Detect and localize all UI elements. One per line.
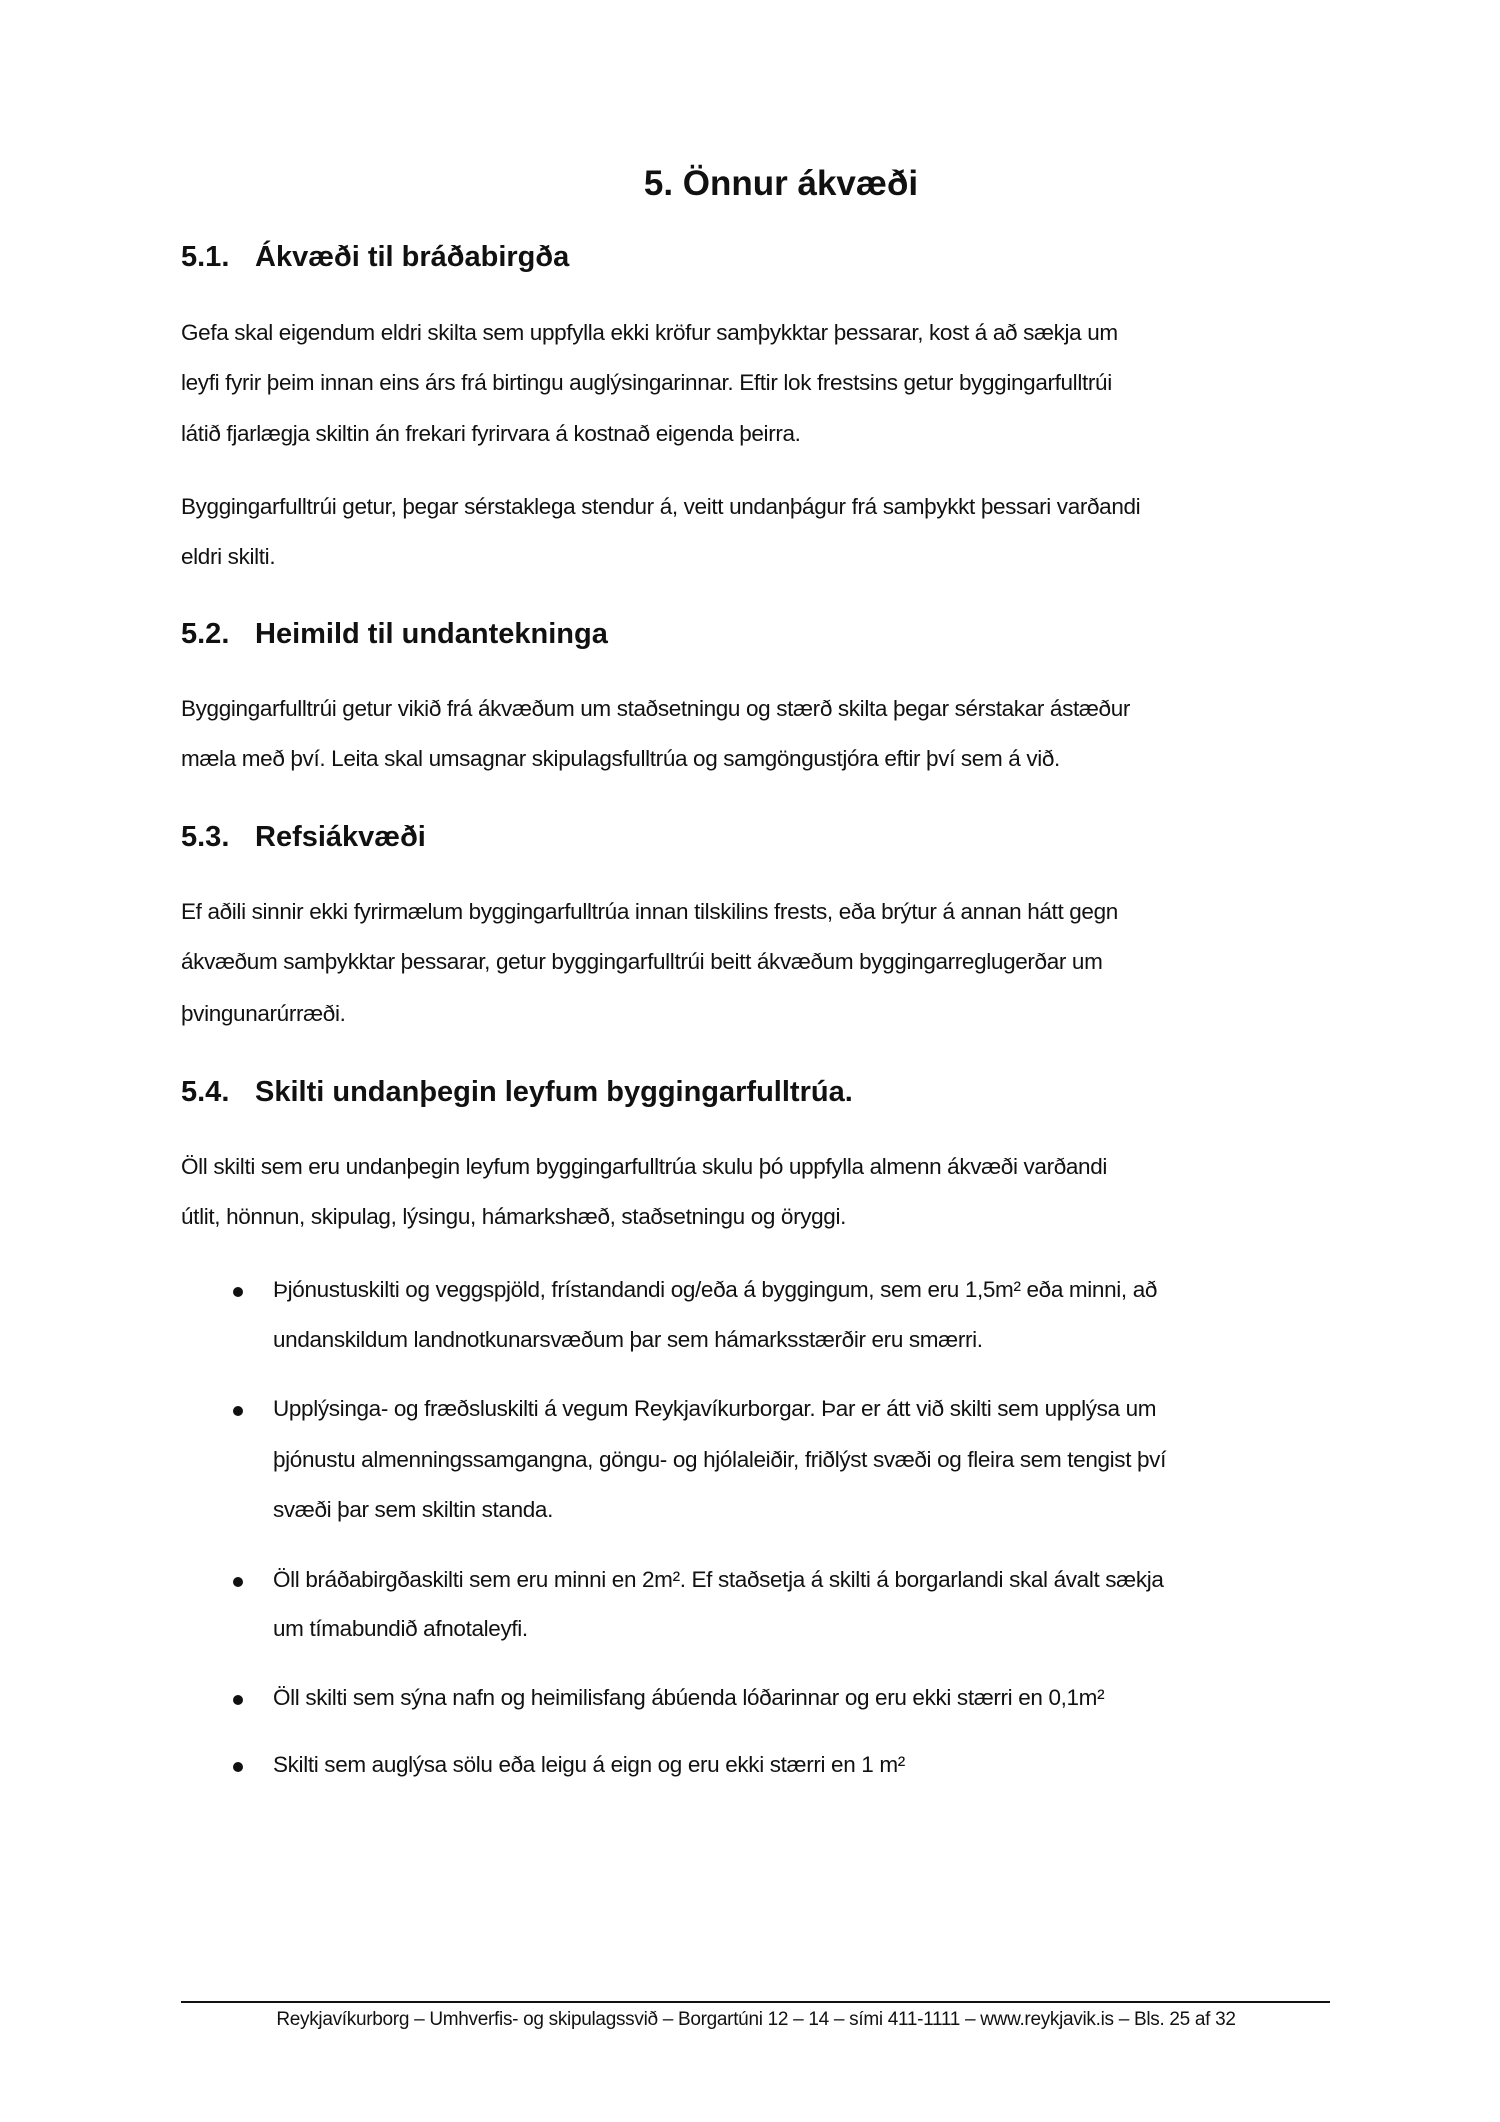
paragraph-line: Ef aðili sinnir ekki fyrirmælum byggingarfulltrúa innan tilskilins frests, eða brýtur á annan hátt gegn xyxy=(181,899,1118,924)
list-item-line: þjónustu almenningssamgangna, göngu- og hjólaleiðir, friðlýst svæði og fleira sem tengist því xyxy=(273,1447,1166,1472)
paragraph-line: Öll skilti sem eru undanþegin leyfum byggingarfulltrúa skulu þó uppfylla almenn ákvæði varðandi xyxy=(181,1154,1108,1179)
section-number: 5.3. xyxy=(181,821,230,853)
section-heading-5-2 xyxy=(181,618,608,651)
list-item-line: Þjónustuskilti og veggspjöld, frístandandi og/eða á byggingum, sem eru 1,5m² eða minni, að xyxy=(273,1277,1158,1302)
list-item-line: undanskildum landnotkunarsvæðum þar sem hámarksstærðir eru smærri. xyxy=(273,1327,983,1352)
paragraph-line: látið fjarlægja skiltin án frekari fyrirvara á kostnað eigenda þeirra. xyxy=(181,421,801,446)
section-heading-5-4 xyxy=(181,1076,853,1109)
list-item-line: um tímabundið afnotaleyfi. xyxy=(273,1616,528,1641)
paragraph-line: leyfi fyrir þeim innan eins árs frá birtingu auglýsingarinnar. Eftir lok frestsins getur byggingarfulltrúi xyxy=(181,370,1112,395)
paragraph-line: Gefa skal eigendum eldri skilta sem uppfylla ekki kröfur samþykktar þessarar, kost á að sækja um xyxy=(181,320,1118,345)
paragraph-line: Byggingarfulltrúi getur vikið frá ákvæðum um staðsetningu og stærð skilta þegar sérstakar ástæður xyxy=(181,696,1131,721)
paragraph-line: útlit, hönnun, skipulag, lýsingu, hámarkshæð, staðsetningu og öryggi. xyxy=(181,1204,847,1229)
section-number: 5.1. xyxy=(181,241,230,273)
list-item-line: svæði þar sem skiltin standa. xyxy=(273,1497,553,1522)
paragraph-line: Byggingarfulltrúi getur, þegar sérstaklega stendur á, veitt undanþágur frá samþykkt þessari varðandi xyxy=(181,494,1141,519)
paragraph-line: ákvæðum samþykktar þessarar, getur byggingarfulltrúi beitt ákvæðum byggingarreglugerðar um xyxy=(181,949,1103,974)
paragraph-line: þvingunarúrræði. xyxy=(181,1001,346,1026)
list-item-line: Skilti sem auglýsa sölu eða leigu á eign og eru ekki stærri en 1 m² xyxy=(273,1752,905,1777)
section-heading-5-3 xyxy=(181,821,426,854)
section-title: Ákvæði til bráðabirgða xyxy=(255,241,570,273)
section-heading-5-1 xyxy=(181,241,569,274)
section-number: 5.2. xyxy=(181,618,230,650)
paragraph-line: mæla með því. Leita skal umsagnar skipulagsfulltrúa og samgöngustjóra eftir því sem á við. xyxy=(181,746,1060,771)
section-title: Refsiákvæði xyxy=(255,821,426,853)
section-title: Heimild til undantekninga xyxy=(255,618,608,650)
list-item-line: Öll skilti sem sýna nafn og heimilisfang ábúenda lóðarinnar og eru ekki stærri en 0,1m² xyxy=(273,1685,1105,1710)
list-item-line: Öll bráðabirgðaskilti sem eru minni en 2m². Ef staðsetja á skilti á borgarlandi skal ávalt sækja xyxy=(273,1567,1164,1592)
bullet-icon xyxy=(233,1577,243,1587)
footer-divider xyxy=(181,2001,1330,2003)
bullet-icon xyxy=(233,1762,243,1772)
page-footer: Reykjavíkurborg – Umhverfis- og skipulagssvið – Borgartúni 12 – 14 – sími 411-1111 – www.reykjavik.is – Bls. 25 af 32 xyxy=(276,2009,1236,2030)
paragraph-line: eldri skilti. xyxy=(181,544,276,569)
bullet-icon xyxy=(233,1695,243,1705)
bullet-icon xyxy=(233,1287,243,1297)
section-number: 5.4. xyxy=(181,1076,230,1108)
section-title: Skilti undanþegin leyfum byggingarfulltrúa. xyxy=(255,1076,853,1108)
bullet-icon xyxy=(233,1406,243,1416)
list-item-line: Upplýsinga- og fræðsluskilti á vegum Reykjavíkurborgar. Þar er átt við skilti sem upplýsa um xyxy=(273,1396,1157,1421)
page-title: 5. Önnur ákvæði xyxy=(643,164,919,203)
